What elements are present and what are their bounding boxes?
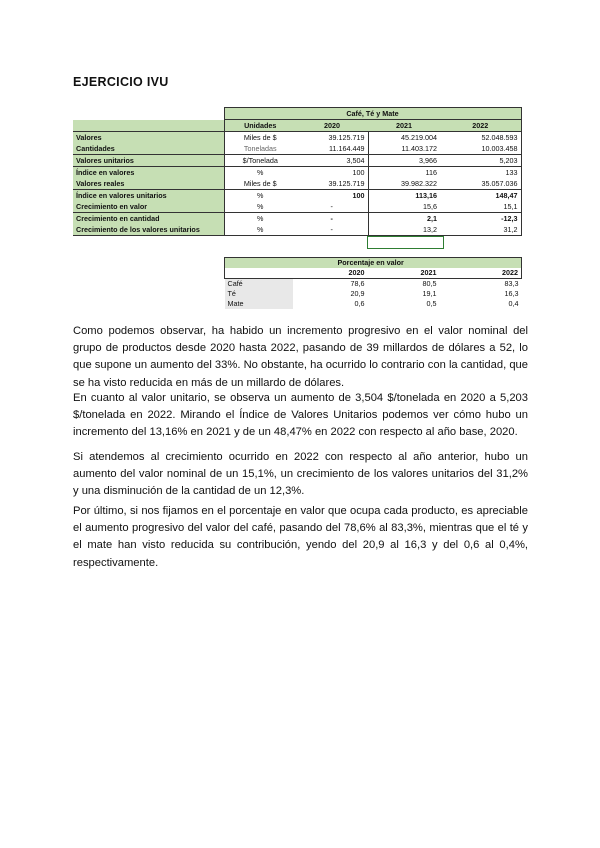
row-label: Índice en valores unitarios xyxy=(76,191,167,200)
row-value-2021: 19,1 xyxy=(422,289,437,298)
col-header-units: Unidades xyxy=(224,120,296,132)
row-label: Crecimiento en cantidad xyxy=(76,214,160,223)
row-label: Índice en valores xyxy=(76,168,135,177)
row-value-2020: 100 xyxy=(296,167,368,179)
row-unit: % xyxy=(224,167,296,179)
table-row xyxy=(73,143,521,155)
row-value-2022: 83,3 xyxy=(504,279,519,288)
selected-cell[interactable] xyxy=(367,236,444,249)
row-value-2022: 5,203 xyxy=(440,155,521,167)
row-value-2021: 2,1 xyxy=(368,213,440,225)
row-unit: $/Tonelada xyxy=(224,155,296,167)
row-value-2022: 0,4 xyxy=(508,299,519,308)
row-value-2021: 0,5 xyxy=(426,299,437,308)
row-value-2021: 13,2 xyxy=(368,224,440,236)
row-value-2021: 3,966 xyxy=(368,155,440,167)
row-value-2022: 31,2 xyxy=(440,224,521,236)
table-row xyxy=(73,190,521,202)
row-value-2020: 20,9 xyxy=(350,289,365,298)
table-row xyxy=(225,279,522,290)
row-unit: % xyxy=(224,224,296,236)
table-row xyxy=(73,155,521,167)
table-row xyxy=(73,213,521,225)
row-label: Valores xyxy=(76,133,102,142)
row-value-2022: 133 xyxy=(440,167,521,179)
col-header-2022: 2022 xyxy=(440,268,522,279)
row-label: Valores reales xyxy=(73,178,224,190)
row-value-2021: 116 xyxy=(368,167,440,179)
row-value-2022: 10.003.458 xyxy=(440,143,521,155)
row-value-2022: 52.048.593 xyxy=(440,132,521,144)
row-value-2022: 35.057.036 xyxy=(440,178,521,190)
row-value-2020: - xyxy=(296,213,368,225)
row-unit: % xyxy=(224,213,296,225)
col-header-2021: 2021 xyxy=(368,268,440,279)
row-label: Café xyxy=(225,279,293,290)
table-row xyxy=(73,224,521,236)
row-label: Mate xyxy=(225,299,293,309)
row-label: Crecimiento de los valores unitarios xyxy=(73,224,224,236)
row-unit: % xyxy=(224,201,296,213)
row-unit: Miles de $ xyxy=(224,178,296,190)
row-value-2021: 11.403.172 xyxy=(368,143,440,155)
row-value-2021: 45.219.004 xyxy=(368,132,440,144)
row-value-2020: - xyxy=(296,201,368,213)
percentage-value-table xyxy=(224,257,522,309)
row-value-2020: 0,6 xyxy=(354,299,365,308)
row-label: Té xyxy=(225,289,293,299)
table-row xyxy=(73,178,521,190)
paragraph-2: En cuanto al valor unitario, se observa un aumento de 3,504 $/tonelada en 2020 a 5,203 $/tonelada en 2022. Mirando el Índice de Valores Unitarios podemos ver cómo hubo un incremento del 13,16% en 2021 y de un 48,47% en 2022 con respecto al año base, 2020. xyxy=(73,392,528,439)
row-value-2020: 3,504 xyxy=(296,155,368,167)
percentage-header: Porcentaje en valor xyxy=(293,258,522,269)
row-label: Valores unitarios xyxy=(73,155,224,167)
row-value-2022: -12,3 xyxy=(440,213,521,225)
group-header: Café, Té y Mate xyxy=(224,108,521,120)
paragraph-1: Como podemos observar, ha habido un incremento progresivo en el valor nominal del grupo de productos desde 2020 hasta 2022, pasando de 39 millardos de dólares a 52, lo que supone un aumento del 33%. No obstante, ha ocurrido lo contrario con la cantidad, que se ha visto reducida en más de un millardo de dólares. xyxy=(73,325,528,389)
row-value-2021: 80,5 xyxy=(422,279,437,288)
table-row xyxy=(73,167,521,179)
row-value-2022: 15,1 xyxy=(440,201,521,213)
col-header-2022: 2022 xyxy=(440,120,521,132)
row-value-2020: - xyxy=(296,224,368,236)
table-row xyxy=(225,299,522,309)
row-label: Cantidades xyxy=(73,143,224,155)
document-title: EJERCICIO IVU xyxy=(73,75,169,89)
row-unit: Toneladas xyxy=(224,143,296,155)
row-label: Crecimiento en valor xyxy=(73,201,224,213)
col-header-2021: 2021 xyxy=(368,120,440,132)
paragraph-4: Por último, si nos fijamos en el porcentaje en valor que ocupa cada producto, es apreciable el aumento progresivo del valor del café, pasando del 78,6% al 83,3%, mientras que el té y el mate han visto reducida su contribución, yendo del 20,9 al 16,3 y del 0,6 al 0,4%, respectivamente. xyxy=(73,505,528,569)
table-row xyxy=(73,132,521,144)
row-unit: Miles de $ xyxy=(224,132,296,144)
row-value-2020: 100 xyxy=(296,190,368,202)
row-value-2022: 148,47 xyxy=(440,190,521,202)
row-value-2020: 11.164.449 xyxy=(296,143,368,155)
row-value-2022: 16,3 xyxy=(504,289,519,298)
col-header-2020: 2020 xyxy=(293,268,368,279)
row-value-2020: 39.125.719 xyxy=(296,132,368,144)
row-value-2021: 113,16 xyxy=(368,190,440,202)
paragraph-3: Si atendemos al crecimiento ocurrido en 2022 con respecto al año anterior, hubo un aumento del valor nominal de un 15,1%, un crecimiento de los valores unitarios del 31,2% y una disminución de la cantidad de un 12,3%. xyxy=(73,451,528,498)
coffee-tea-mate-table xyxy=(73,107,522,236)
table-row xyxy=(73,201,521,213)
row-value-2021: 39.982.322 xyxy=(368,178,440,190)
row-value-2020: 39.125.719 xyxy=(296,178,368,190)
row-unit: % xyxy=(224,190,296,202)
table-row xyxy=(225,289,522,299)
row-value-2020: 78,6 xyxy=(350,279,365,288)
col-header-2020: 2020 xyxy=(296,120,368,132)
row-value-2021: 15,6 xyxy=(368,201,440,213)
